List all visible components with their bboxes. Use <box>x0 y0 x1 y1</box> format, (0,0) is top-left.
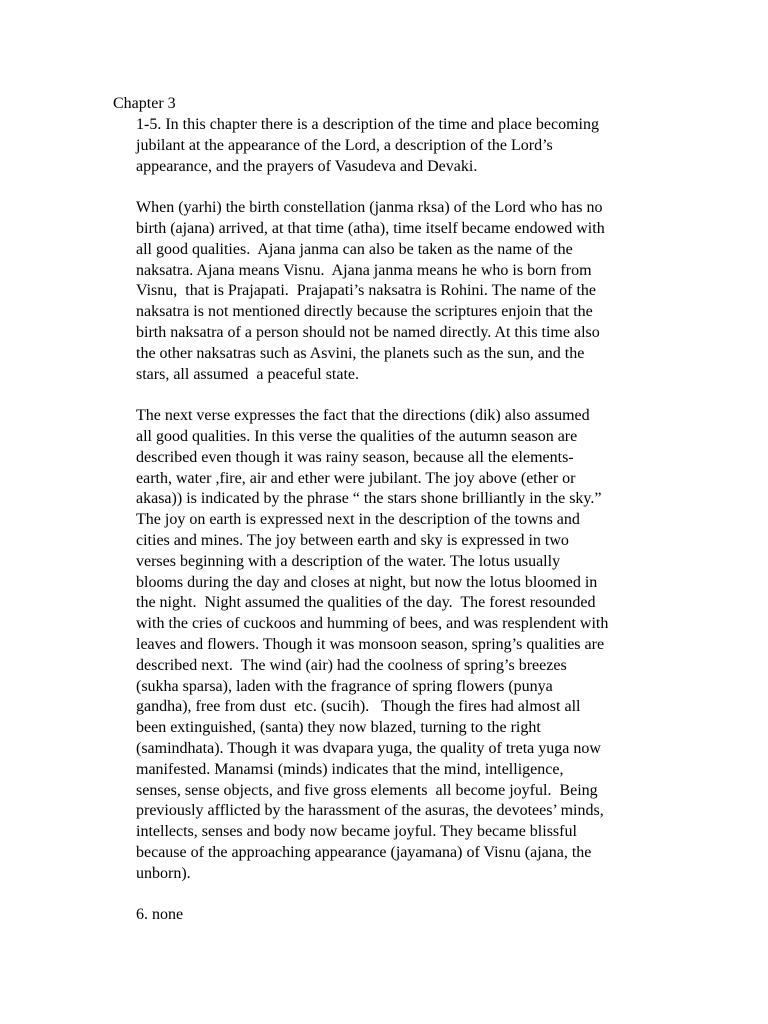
text-line: naksatra. Ajana means Visnu. Ajana janma means he who is born from <box>136 261 592 279</box>
text-line: jubilant at the appearance of the Lord, a description of the Lord’s <box>136 136 553 154</box>
paragraph-verse-6 <box>136 905 676 926</box>
text-line: leaves and flowers. Though it was monsoon season, spring’s qualities are <box>136 635 605 653</box>
text-line: gandha), free from dust etc. (sucih). Though the fires had almost all <box>136 698 581 716</box>
text-line: earth, water ,fire, air and ether were jubilant. The joy above (ether or <box>136 469 576 487</box>
paragraph-birth-constellation <box>136 198 676 385</box>
text-line: When (yarhi) the birth constellation (janma rksa) of the Lord who has no <box>136 199 603 217</box>
text-line: described even though it was rainy season, because all the elements- <box>136 448 574 466</box>
text-line: appearance, and the prayers of Vasudeva and Devaki. <box>136 157 478 175</box>
text-line: the other naksatras such as Asvini, the planets such as the sun, and the <box>136 344 585 362</box>
text-line: with the cries of cuckoos and humming of bees, and was resplendent with <box>136 615 609 633</box>
paragraph-intro <box>136 115 676 177</box>
text-line: naksatra is not mentioned directly because the scriptures enjoin that the <box>136 303 593 321</box>
text-line: unborn). <box>136 864 191 882</box>
chapter-body <box>136 115 676 926</box>
text-line: 6. none <box>136 906 184 924</box>
text-line: previously afflicted by the harassment of the asuras, the devotees’ minds, <box>136 802 604 820</box>
text-line: stars, all assumed a peaceful state. <box>136 365 360 383</box>
text-line: the night. Night assumed the qualities of the day. The forest resounded <box>136 594 596 612</box>
text-line: manifested. Manamsi (minds) indicates that the mind, intelligence, <box>136 760 564 778</box>
text-line: birth naksatra of a person should not be named directly. At this time also <box>136 323 600 341</box>
text-line: blooms during the day and closes at night, but now the lotus bloomed in <box>136 573 598 591</box>
text-line: (samindhata). Though it was dvapara yuga, the quality of treta yuga now <box>136 739 601 757</box>
text-line: 1-5. In this chapter there is a description of the time and place becoming <box>136 116 599 133</box>
paragraph-directions <box>136 406 676 884</box>
text-line: (sukha sparsa), laden with the fragrance of spring flowers (punya <box>136 677 553 695</box>
text-line: all good qualities. Ajana janma can also be taken as the name of the <box>136 240 573 258</box>
text-line: birth (ajana) arrived, at that time (atha), time itself became endowed with <box>136 219 605 237</box>
text-line: Visnu, that is Prajapati. Prajapati’s naksatra is Rohini. The name of the <box>136 282 596 300</box>
text-line: akasa)) is indicated by the phrase “ the stars shone brilliantly in the sky.” <box>136 490 602 508</box>
text-line: described next. The wind (air) had the coolness of spring’s breezes <box>136 656 567 674</box>
text-line: cities and mines. The joy between earth and sky is expressed in two <box>136 531 569 549</box>
text-line: because of the approaching appearance (jayamana) of Visnu (ajana, the <box>136 843 592 861</box>
text-line: been extinguished, (santa) they now blazed, turning to the right <box>136 719 541 737</box>
text-line: The joy on earth is expressed next in the description of the towns and <box>136 511 580 529</box>
text-line: intellects, senses and body now became joyful. They became blissful <box>136 823 577 841</box>
text-line: senses, sense objects, and five gross elements all become joyful. Being <box>136 781 598 799</box>
text-line: verses beginning with a description of the water. The lotus usually <box>136 552 561 570</box>
text-line: all good qualities. In this verse the qualities of the autumn season are <box>136 427 578 445</box>
text-line: The next verse expresses the fact that the directions (dik) also assumed <box>136 407 590 425</box>
chapter-heading: Chapter 3 <box>113 95 176 112</box>
